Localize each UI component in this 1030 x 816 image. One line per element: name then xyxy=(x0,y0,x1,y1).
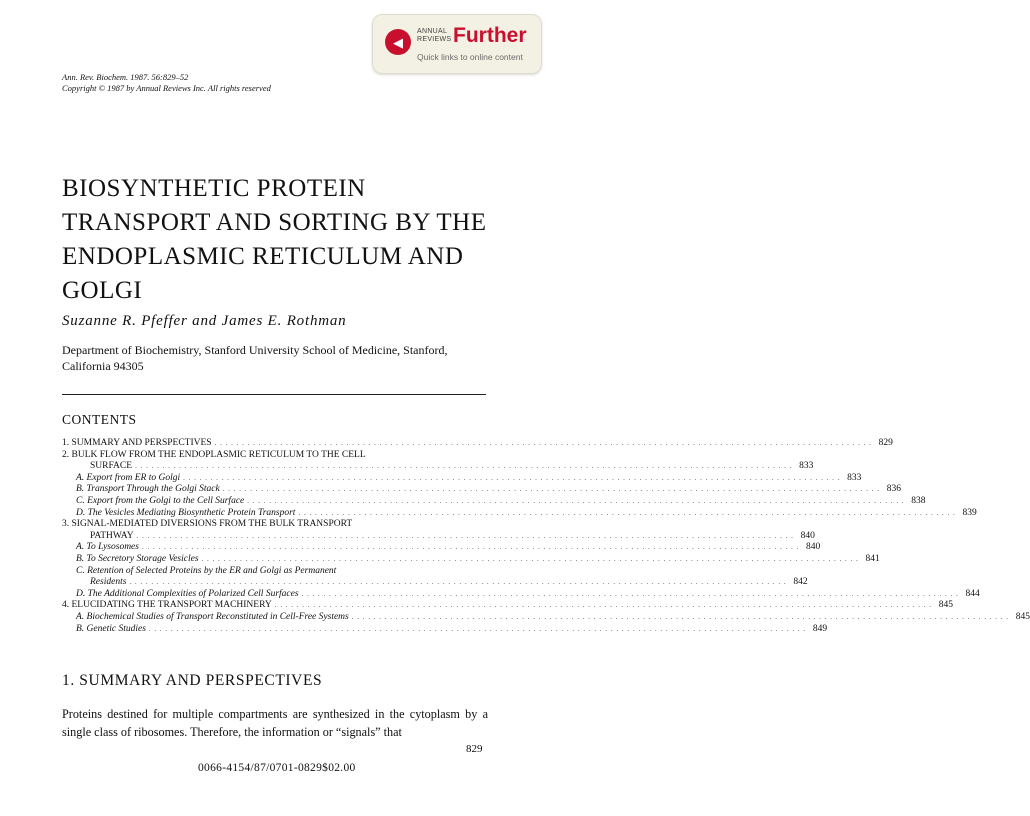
brand-line-annual: ANNUAL xyxy=(417,28,448,35)
toc-entry-text: 4. ELUCIDATING THE TRANSPORT MACHINERY xyxy=(62,600,272,611)
affiliation: Department of Biochemistry, Stanford University School of Medicine, Stanford, California 94305 xyxy=(62,343,448,373)
toc-entry-page: 841 xyxy=(865,553,880,564)
toc-entry-page: 845 xyxy=(1015,611,1030,622)
toc-entry-text: B. To Secretory Storage Vesicles xyxy=(76,553,199,564)
page-number: 829 xyxy=(466,743,483,755)
toc-entry-text: B. Genetic Studies xyxy=(76,623,146,634)
toc-entry-text: 3. SIGNAL-MEDIATED DIVERSIONS FROM THE BULK TRANSPORT xyxy=(62,519,353,530)
toc-leader-dots: . . . . . . . . . . . . . . . . . . . . . . . . . . . . . . . . . . . . . . . . . . . . . . . . . . . . . . . . . . . . . . . . . . . . . . . . . . . . . . . . . . . . . . . . . . . . . . . . . . . . . . . . . . . . . . . . . . . . . . . . xyxy=(351,612,1009,621)
section-heading: 1. SUMMARY AND PERSPECTIVES xyxy=(62,672,323,689)
toc-entry[interactable] xyxy=(62,542,821,554)
toc-entry-text: D. The Additional Complexities of Polarized Cell Surfaces xyxy=(76,588,299,599)
toc-leader-dots: . . . . . . . . . . . . . . . . . . . . . . . . . . . . . . . . . . . . . . . . . . . . . . . . . . . . . . . . . . . . . . . . . . . . . . . . . . . . . . . . . . . . . . . . . . . . . . . . . . . . . . . . . . . . . . . . . . . . . . . . xyxy=(301,589,959,598)
toc-entry-page: 833 xyxy=(799,461,814,472)
toc-leader-dots: . . . . . . . . . . . . . . . . . . . . . . . . . . . . . . . . . . . . . . . . . . . . . . . . . . . . . . . . . . . . . . . . . . . . . . . . . . . . . . . . . . . . . . . . . . . . . . . . . . . . . . . . . . . . . . . . . . . . . . . . xyxy=(141,543,800,552)
toc-leader-dots: . . . . . . . . . . . . . . . . . . . . . . . . . . . . . . . . . . . . . . . . . . . . . . . . . . . . . . . . . . . . . . . . . . . . . . . . . . . . . . . . . . . . . . . . . . . . . . . . . . . . . . . . . . . . . . . . . . . . . . . . xyxy=(129,578,787,587)
toc-leader-dots: . . . . . . . . . . . . . . . . . . . . . . . . . . . . . . . . . . . . . . . . . . . . . . . . . . . . . . . . . . . . . . . . . . . . . . . . . . . . . . . . . . . . . . . . . . . . . . . . . . . . . . . . . . . . . . . . . . . . . . . . xyxy=(136,531,794,540)
article-title: BIOSYNTHETIC PROTEIN TRANSPORT AND SORTING BY THE ENDOPLASMIC RETICULUM AND GOLGI xyxy=(62,175,487,304)
toc-entry-page: 845 xyxy=(938,600,954,611)
toc-entry-text: 1. SUMMARY AND PERSPECTIVES xyxy=(62,438,212,448)
toc-entry[interactable] xyxy=(62,519,488,531)
toc-entry-page: 839 xyxy=(962,507,977,518)
body-paragraph: Proteins destined for multiple compartments are synthesized in the cytoplasm by a single class of ribosomes. Therefore, the information or “signals” that xyxy=(62,707,488,739)
toc-entry-text: C. Export from the Golgi to the Cell Surface xyxy=(76,495,245,506)
brand-line-reviews: REVIEWS xyxy=(417,36,452,43)
toc-leader-dots: . . . . . . . . . . . . . . . . . . . . . . . . . . . . . . . . . . . . . . . . . . . . . . . . . . . . . . . . . . . . . . . . . . . . . . . . . . . . . . . . . . . . . . . . . . . . . . . . . . . . . . . . . . . . . . . . . . . . . . . . xyxy=(214,439,872,447)
toc-leader-dots: . . . . . . . . . . . . . . . . . . . . . . . . . . . . . . . . . . . . . . . . . . . . . . . . . . . . . . . . . . . . . . . . . . . . . . . . . . . . . . . . . . . . . . . . . . . . . . . . . . . . . . . . . . . . . . . . . . . . . . . . xyxy=(222,485,880,494)
toc-entry[interactable] xyxy=(62,566,488,578)
author-line: Suzanne R. Pfeffer and James E. Rothman xyxy=(62,313,347,329)
toc-entry-text: A. Biochemical Studies of Transport Reconstituted in Cell-Free Systems xyxy=(76,611,349,622)
toc-entry[interactable] xyxy=(62,450,488,462)
toc-entry-text: 2. BULK FLOW FROM THE ENDOPLASMIC RETICULUM TO THE CELL xyxy=(62,449,366,460)
toc-leader-dots: . . . . . . . . . . . . . . . . . . . . . . . . . . . . . . . . . . . . . . . . . . . . . . . . . . . . . . . . . . . . . . . . . . . . . . . . . . . . . . . . . . . . . . . . . . . . . . . . . . . . . . . . . . . . . . . . . . . . . . . . xyxy=(298,508,956,517)
copyright-line: Copyright © 1987 by Annual Reviews Inc. All rights reserved xyxy=(62,83,271,93)
toc-entry[interactable] xyxy=(62,577,808,589)
toc-entry-text: PATHWAY xyxy=(90,530,134,541)
toc-leader-dots: . . . . . . . . . . . . . . . . . . . . . . . . . . . . . . . . . . . . . . . . . . . . . . . . . . . . . . . . . . . . . . . . . . . . . . . . . . . . . . . . . . . . . . . . . . . . . . . . . . . . . . . . . . . . . . . . . . . . . . . . xyxy=(148,624,807,633)
footer-code: 0066-4154/87/0701-0829$02.00 xyxy=(198,762,356,774)
toc-entry[interactable] xyxy=(62,623,828,636)
toc-entry[interactable] xyxy=(62,553,880,566)
toc-entry-page: 844 xyxy=(965,588,980,599)
toc-entry[interactable] xyxy=(62,530,815,543)
toc-entry-page: 840 xyxy=(805,542,821,553)
toc-leader-dots: . . . . . . . . . . . . . . . . . . . . . . . . . . . . . . . . . . . . . . . . . . . . . . . . . . . . . . . . . . . . . . . . . . . . . . . . . . . . . . . . . . . . . . . . . . . . . . . . . . . . . . . . . . . . . . . . . . . . . . . . xyxy=(201,554,859,563)
toc-leader-dots: . . . . . . . . . . . . . . . . . . . . . . . . . . . . . . . . . . . . . . . . . . . . . . . . . . . . . . . . . . . . . . . . . . . . . . . . . . . . . . . . . . . . . . . . . . . . . . . . . . . . . . . . . . . . . . . . . . . . . . . . xyxy=(135,462,793,471)
toc-entry-text: C. Retention of Selected Proteins by the ER and Golgi as Permanent xyxy=(76,565,337,576)
toc-entry-page: 836 xyxy=(886,484,901,495)
journal-citation-block xyxy=(62,72,271,94)
toc-leader-dots: . . . . . . . . . . . . . . . . . . . . . . . . . . . . . . . . . . . . . . . . . . . . . . . . . . . . . . . . . . . . . . . . . . . . . . . . . . . . . . . . . . . . . . . . . . . . . . . . . . . . . . . . . . . . . . . . . . . . . . . . xyxy=(247,496,905,505)
toc-entry-text: A. Export from ER to Golgi xyxy=(76,472,181,483)
toc-entry-text: D. The Vesicles Mediating Biosynthetic Protein Transport xyxy=(76,507,296,518)
toc-entry-page: 833 xyxy=(847,472,862,483)
toc-entry-text: SURFACE xyxy=(90,461,133,472)
toc-entry-text: A. To Lysosomes xyxy=(76,542,139,553)
toc-entry-page: 849 xyxy=(812,623,828,634)
toc-entry-page: 842 xyxy=(793,577,808,588)
section-divider xyxy=(62,394,486,395)
toc-leader-dots: . . . . . . . . . . . . . . . . . . . . . . . . . . . . . . . . . . . . . . . . . . . . . . . . . . . . . . . . . . . . . . . . . . . . . . . . . . . . . . . . . . . . . . . . . . . . . . . . . . . . . . . . . . . . . . . . . . . . . . . . xyxy=(183,473,841,482)
toc-entry-text: B. Transport Through the Golgi Stack xyxy=(76,484,220,495)
toc-entry-page: 829 xyxy=(878,438,893,448)
toc-entry[interactable] xyxy=(62,588,980,601)
table-of-contents xyxy=(62,438,1030,635)
badge-brand xyxy=(417,28,451,44)
toc-entry[interactable] xyxy=(62,472,862,485)
toc-entry-text: Residents xyxy=(90,577,127,588)
toc-leader-dots: . . . . . . . . . . . . . . . . . . . . . . . . . . . . . . . . . . . . . . . . . . . . . . . . . . . . . . . . . . . . . . . . . . . . . . . . . . . . . . . . . . . . . . . . . . . . . . . . . . . . . . . . . . . . . . . . . . . . . . . . xyxy=(274,601,933,610)
toc-entry[interactable] xyxy=(62,438,893,450)
toc-entry[interactable] xyxy=(62,484,901,496)
toc-entry[interactable] xyxy=(62,461,814,473)
annual-reviews-further-badge[interactable] xyxy=(372,14,542,74)
toc-entry[interactable] xyxy=(62,611,1030,624)
journal-citation: Ann. Rev. Biochem. 1987. 56:829–52 xyxy=(62,72,189,82)
toc-entry[interactable] xyxy=(62,507,977,520)
toc-entry-page: 840 xyxy=(800,530,815,541)
contents-heading: CONTENTS xyxy=(62,412,137,427)
play-triangle-icon[interactable]: ◀ xyxy=(385,29,411,55)
badge-further-label: Further xyxy=(453,24,527,47)
toc-entry-page: 838 xyxy=(911,495,926,506)
toc-entry[interactable] xyxy=(62,495,926,508)
toc-entry[interactable] xyxy=(62,600,954,612)
badge-tagline: Quick links to online content xyxy=(417,52,523,62)
